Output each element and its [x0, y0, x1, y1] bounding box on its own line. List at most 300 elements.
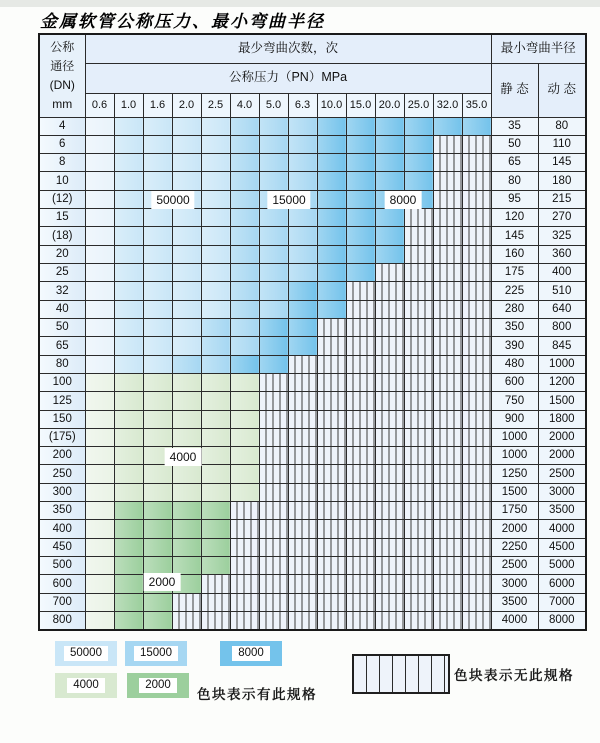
cell-no-spec	[288, 538, 317, 556]
cell-spec	[85, 557, 114, 575]
static-value: 1750	[491, 502, 538, 520]
cell-spec	[288, 209, 317, 227]
dynamic-value: 1800	[538, 410, 586, 428]
cell-no-spec	[346, 447, 375, 465]
cycle-label-2000: 2000	[144, 573, 181, 591]
static-value: 2500	[491, 557, 538, 575]
cell-spec	[288, 337, 317, 355]
legend-swatch-15000	[125, 641, 187, 666]
cell-no-spec	[259, 428, 288, 446]
cell-spec	[230, 392, 259, 410]
cell-spec	[114, 447, 143, 465]
dn-label: 15	[39, 209, 85, 227]
cell-no-spec	[462, 355, 491, 373]
cell-spec	[288, 135, 317, 153]
table-row	[39, 190, 586, 208]
dn-header-line: (DN)	[49, 77, 75, 92]
pressure-tick: 35.0	[462, 93, 491, 117]
cell-spec	[143, 318, 172, 336]
dn-label: 600	[39, 575, 85, 593]
cell-spec	[317, 135, 346, 153]
cell-no-spec	[375, 428, 404, 446]
dn-label: 100	[39, 373, 85, 391]
cell-no-spec	[404, 575, 433, 593]
pressure-tick: 5.0	[259, 93, 288, 117]
dn-label: 300	[39, 483, 85, 501]
has-spec-label: 色块表示有此规格	[197, 687, 317, 702]
cell-spec	[317, 154, 346, 172]
dn-label: (18)	[39, 227, 85, 245]
cell-spec	[172, 318, 201, 336]
cell-no-spec	[259, 557, 288, 575]
pressure-tick: 6.3	[288, 93, 317, 117]
cell-spec	[201, 264, 230, 282]
dn-label: 500	[39, 557, 85, 575]
cell-spec	[346, 227, 375, 245]
cell-no-spec	[433, 190, 462, 208]
table-row	[39, 318, 586, 336]
cell-no-spec	[375, 264, 404, 282]
cell-no-spec	[375, 282, 404, 300]
cell-spec	[317, 282, 346, 300]
cell-spec	[114, 502, 143, 520]
cell-no-spec	[288, 520, 317, 538]
cell-spec	[114, 465, 143, 483]
page-title: 金属软管公称压力、最小弯曲半径	[40, 12, 325, 32]
dynamic-value: 5000	[538, 557, 586, 575]
cell-spec	[317, 172, 346, 190]
dynamic-value: 7000	[538, 593, 586, 611]
cell-no-spec	[404, 282, 433, 300]
cell-spec	[143, 172, 172, 190]
cell-no-spec	[404, 245, 433, 263]
cell-no-spec	[433, 373, 462, 391]
cell-spec	[230, 337, 259, 355]
cell-spec	[230, 428, 259, 446]
cell-no-spec	[375, 538, 404, 556]
cell-no-spec	[375, 502, 404, 520]
dn-header-line: 公称	[50, 39, 75, 54]
cell-spec	[201, 502, 230, 520]
static-value: 50	[491, 135, 538, 153]
cell-no-spec	[404, 593, 433, 611]
cell-spec	[259, 318, 288, 336]
cell-spec	[85, 410, 114, 428]
cell-no-spec	[230, 611, 259, 629]
cell-spec	[201, 447, 230, 465]
cell-spec	[85, 611, 114, 629]
cell-spec	[85, 172, 114, 190]
cell-spec	[143, 355, 172, 373]
cell-spec	[172, 154, 201, 172]
legend-swatch-50000	[55, 641, 117, 666]
cell-spec	[172, 392, 201, 410]
cell-spec	[346, 209, 375, 227]
cell-no-spec	[462, 300, 491, 318]
cell-spec	[85, 428, 114, 446]
cell-no-spec	[317, 520, 346, 538]
header-row-1	[39, 34, 586, 63]
static-value: 65	[491, 154, 538, 172]
static-value: 1000	[491, 447, 538, 465]
cell-no-spec	[433, 538, 462, 556]
cell-spec	[346, 264, 375, 282]
legend-swatch-label: 8000	[232, 646, 270, 661]
cell-no-spec	[404, 483, 433, 501]
cell-spec	[317, 117, 346, 135]
cell-spec	[230, 300, 259, 318]
cell-no-spec	[259, 392, 288, 410]
dynamic-value: 6000	[538, 575, 586, 593]
cell-no-spec	[375, 392, 404, 410]
cell-no-spec	[404, 373, 433, 391]
cell-no-spec	[433, 209, 462, 227]
cell-no-spec	[375, 557, 404, 575]
cell-no-spec	[462, 428, 491, 446]
dn-header-line: 通径	[50, 58, 75, 73]
cell-spec	[375, 172, 404, 190]
cell-spec	[346, 245, 375, 263]
cell-spec	[346, 117, 375, 135]
pressure-tick: 32.0	[433, 93, 462, 117]
cell-spec	[201, 538, 230, 556]
cell-spec	[172, 410, 201, 428]
cell-no-spec	[462, 520, 491, 538]
dynamic-value: 80	[538, 117, 586, 135]
cell-no-spec	[346, 337, 375, 355]
cell-spec	[375, 154, 404, 172]
cell-no-spec	[259, 410, 288, 428]
cell-spec	[143, 117, 172, 135]
cell-no-spec	[433, 227, 462, 245]
cell-no-spec	[230, 575, 259, 593]
cell-spec	[201, 209, 230, 227]
cell-spec	[114, 520, 143, 538]
no-spec-label: 色块表示无此规格	[454, 668, 574, 683]
dynamic-value: 400	[538, 264, 586, 282]
cell-spec	[85, 135, 114, 153]
cell-no-spec	[462, 154, 491, 172]
legend-swatch-label: 50000	[64, 646, 108, 661]
cell-no-spec	[346, 410, 375, 428]
cell-spec	[259, 172, 288, 190]
cell-no-spec	[433, 502, 462, 520]
cell-no-spec	[404, 300, 433, 318]
legend-swatch-2000	[127, 673, 189, 698]
cell-no-spec	[433, 392, 462, 410]
static-value: 750	[491, 392, 538, 410]
cell-spec	[230, 135, 259, 153]
dynamic-value: 2500	[538, 465, 586, 483]
cell-no-spec	[317, 318, 346, 336]
cell-no-spec	[404, 465, 433, 483]
cell-spec	[172, 502, 201, 520]
legend-swatch-label: 2000	[139, 678, 177, 693]
cell-spec	[114, 593, 143, 611]
cell-spec	[85, 392, 114, 410]
table-row	[39, 154, 586, 172]
cell-spec	[201, 318, 230, 336]
cell-spec	[201, 428, 230, 446]
dn-label: 10	[39, 172, 85, 190]
cell-no-spec	[259, 502, 288, 520]
static-value: 1250	[491, 465, 538, 483]
cell-spec	[230, 172, 259, 190]
cell-no-spec	[288, 355, 317, 373]
cell-no-spec	[346, 355, 375, 373]
cell-no-spec	[433, 520, 462, 538]
cell-no-spec	[433, 447, 462, 465]
cell-spec	[143, 154, 172, 172]
cell-spec	[85, 355, 114, 373]
cell-spec	[172, 373, 201, 391]
cell-no-spec	[259, 373, 288, 391]
cell-spec	[201, 227, 230, 245]
dynamic-value: 2000	[538, 428, 586, 446]
table-row	[39, 209, 586, 227]
cell-spec	[201, 172, 230, 190]
cell-no-spec	[288, 483, 317, 501]
table-row	[39, 355, 586, 373]
cell-spec	[143, 392, 172, 410]
cell-spec	[288, 264, 317, 282]
cell-spec	[85, 318, 114, 336]
cell-spec	[259, 300, 288, 318]
static-value: 3000	[491, 575, 538, 593]
cell-spec	[114, 538, 143, 556]
cell-no-spec	[288, 593, 317, 611]
cell-spec	[85, 575, 114, 593]
table-row	[39, 337, 586, 355]
table-row	[39, 373, 586, 391]
cell-spec	[404, 172, 433, 190]
cell-no-spec	[346, 502, 375, 520]
cell-spec	[230, 318, 259, 336]
dn-label: 350	[39, 502, 85, 520]
cell-no-spec	[462, 282, 491, 300]
cell-no-spec	[462, 465, 491, 483]
cell-no-spec	[462, 575, 491, 593]
dynamic-value: 3500	[538, 502, 586, 520]
cell-no-spec	[375, 447, 404, 465]
cell-spec	[259, 264, 288, 282]
cell-spec	[288, 300, 317, 318]
cell-spec	[404, 135, 433, 153]
cell-spec	[346, 190, 375, 208]
cell-spec	[201, 373, 230, 391]
cell-spec	[85, 593, 114, 611]
pressure-tick: 15.0	[346, 93, 375, 117]
cell-no-spec	[346, 611, 375, 629]
cell-no-spec	[404, 447, 433, 465]
cell-spec	[288, 318, 317, 336]
cell-no-spec	[433, 483, 462, 501]
static-value: 2250	[491, 538, 538, 556]
cell-no-spec	[462, 245, 491, 263]
pressure-tick: 1.6	[143, 93, 172, 117]
cell-spec	[114, 154, 143, 172]
cell-spec	[201, 392, 230, 410]
dynamic-value: 145	[538, 154, 586, 172]
cell-no-spec	[317, 575, 346, 593]
cycle-label-8000: 8000	[385, 191, 422, 209]
cell-spec	[201, 337, 230, 355]
legend-swatch-label: 4000	[67, 678, 105, 693]
cell-no-spec	[462, 264, 491, 282]
cell-no-spec	[404, 428, 433, 446]
cell-spec	[172, 355, 201, 373]
cell-spec	[317, 300, 346, 318]
table-row	[39, 611, 586, 629]
cell-spec	[85, 209, 114, 227]
cell-spec	[172, 117, 201, 135]
cell-spec	[230, 447, 259, 465]
cell-no-spec	[230, 538, 259, 556]
cell-spec	[143, 337, 172, 355]
cell-no-spec	[259, 447, 288, 465]
cell-spec	[404, 117, 433, 135]
cell-no-spec	[288, 575, 317, 593]
dynamic-value: 180	[538, 172, 586, 190]
cell-no-spec	[433, 557, 462, 575]
cell-no-spec	[230, 557, 259, 575]
cell-no-spec	[317, 373, 346, 391]
cell-spec	[85, 190, 114, 208]
cell-no-spec	[346, 483, 375, 501]
cell-spec	[143, 135, 172, 153]
cell-no-spec	[462, 483, 491, 501]
cell-spec	[172, 135, 201, 153]
cell-spec	[375, 117, 404, 135]
pressure-tick: 2.0	[172, 93, 201, 117]
cell-no-spec	[433, 611, 462, 629]
dn-header-line: mm	[52, 96, 73, 111]
cell-spec	[230, 227, 259, 245]
cell-no-spec	[462, 318, 491, 336]
cell-no-spec	[462, 373, 491, 391]
cell-spec	[114, 172, 143, 190]
cell-spec	[85, 264, 114, 282]
cell-spec	[114, 410, 143, 428]
table-row	[39, 227, 586, 245]
cell-no-spec	[346, 538, 375, 556]
cell-no-spec	[172, 611, 201, 629]
cell-spec	[201, 483, 230, 501]
cell-spec	[114, 392, 143, 410]
cell-spec	[201, 410, 230, 428]
cell-no-spec	[317, 593, 346, 611]
dn-label: 700	[39, 593, 85, 611]
pressure-tick: 0.6	[85, 93, 114, 117]
cell-spec	[85, 117, 114, 135]
dn-label: 800	[39, 611, 85, 629]
cell-no-spec	[433, 245, 462, 263]
cell-spec	[317, 190, 346, 208]
dn-label: 32	[39, 282, 85, 300]
dynamic-value: 215	[538, 190, 586, 208]
cell-no-spec	[375, 300, 404, 318]
cell-spec	[172, 557, 201, 575]
dynamic-header: 动 态	[538, 63, 586, 117]
cell-no-spec	[288, 373, 317, 391]
cell-no-spec	[346, 520, 375, 538]
cell-no-spec	[230, 593, 259, 611]
page-top-strip	[0, 0, 600, 7]
cell-spec	[172, 428, 201, 446]
cell-no-spec	[230, 502, 259, 520]
cell-no-spec	[317, 392, 346, 410]
table-row	[39, 117, 586, 135]
static-value: 2000	[491, 520, 538, 538]
cell-spec	[172, 227, 201, 245]
cell-spec	[143, 300, 172, 318]
dn-label: 50	[39, 318, 85, 336]
cell-no-spec	[317, 557, 346, 575]
dn-label: 65	[39, 337, 85, 355]
cell-spec	[143, 611, 172, 629]
cycle-label-15000: 15000	[267, 191, 310, 209]
cell-spec	[201, 465, 230, 483]
cell-no-spec	[346, 575, 375, 593]
cell-spec	[85, 520, 114, 538]
legend-swatch-label: 15000	[134, 646, 178, 661]
cell-spec	[172, 483, 201, 501]
table-row	[39, 392, 586, 410]
cell-spec	[85, 502, 114, 520]
cell-spec	[114, 264, 143, 282]
pressure-tick: 4.0	[230, 93, 259, 117]
cell-no-spec	[462, 135, 491, 153]
cell-spec	[317, 209, 346, 227]
cell-no-spec	[259, 575, 288, 593]
cell-no-spec	[317, 465, 346, 483]
cell-no-spec	[288, 557, 317, 575]
dn-label: 150	[39, 410, 85, 428]
cell-spec	[114, 209, 143, 227]
static-value: 80	[491, 172, 538, 190]
cell-no-spec	[433, 300, 462, 318]
cell-spec	[114, 135, 143, 153]
cell-spec	[114, 337, 143, 355]
dynamic-value: 4000	[538, 520, 586, 538]
cell-spec	[85, 483, 114, 501]
cell-no-spec	[462, 172, 491, 190]
cell-spec	[317, 245, 346, 263]
cell-no-spec	[404, 264, 433, 282]
cell-spec	[143, 264, 172, 282]
dn-header	[39, 34, 85, 117]
cell-spec	[172, 300, 201, 318]
cell-no-spec	[433, 282, 462, 300]
cell-no-spec	[433, 318, 462, 336]
cell-spec	[114, 575, 143, 593]
cell-no-spec	[346, 282, 375, 300]
cell-spec	[143, 538, 172, 556]
cell-spec	[201, 117, 230, 135]
dn-label: (175)	[39, 428, 85, 446]
cell-no-spec	[462, 611, 491, 629]
cell-spec	[172, 245, 201, 263]
table-row	[39, 264, 586, 282]
cell-spec	[114, 483, 143, 501]
cell-spec	[259, 154, 288, 172]
static-value: 900	[491, 410, 538, 428]
cell-spec	[259, 209, 288, 227]
cell-spec	[317, 264, 346, 282]
cell-no-spec	[375, 318, 404, 336]
cell-spec	[230, 483, 259, 501]
cell-no-spec	[404, 557, 433, 575]
